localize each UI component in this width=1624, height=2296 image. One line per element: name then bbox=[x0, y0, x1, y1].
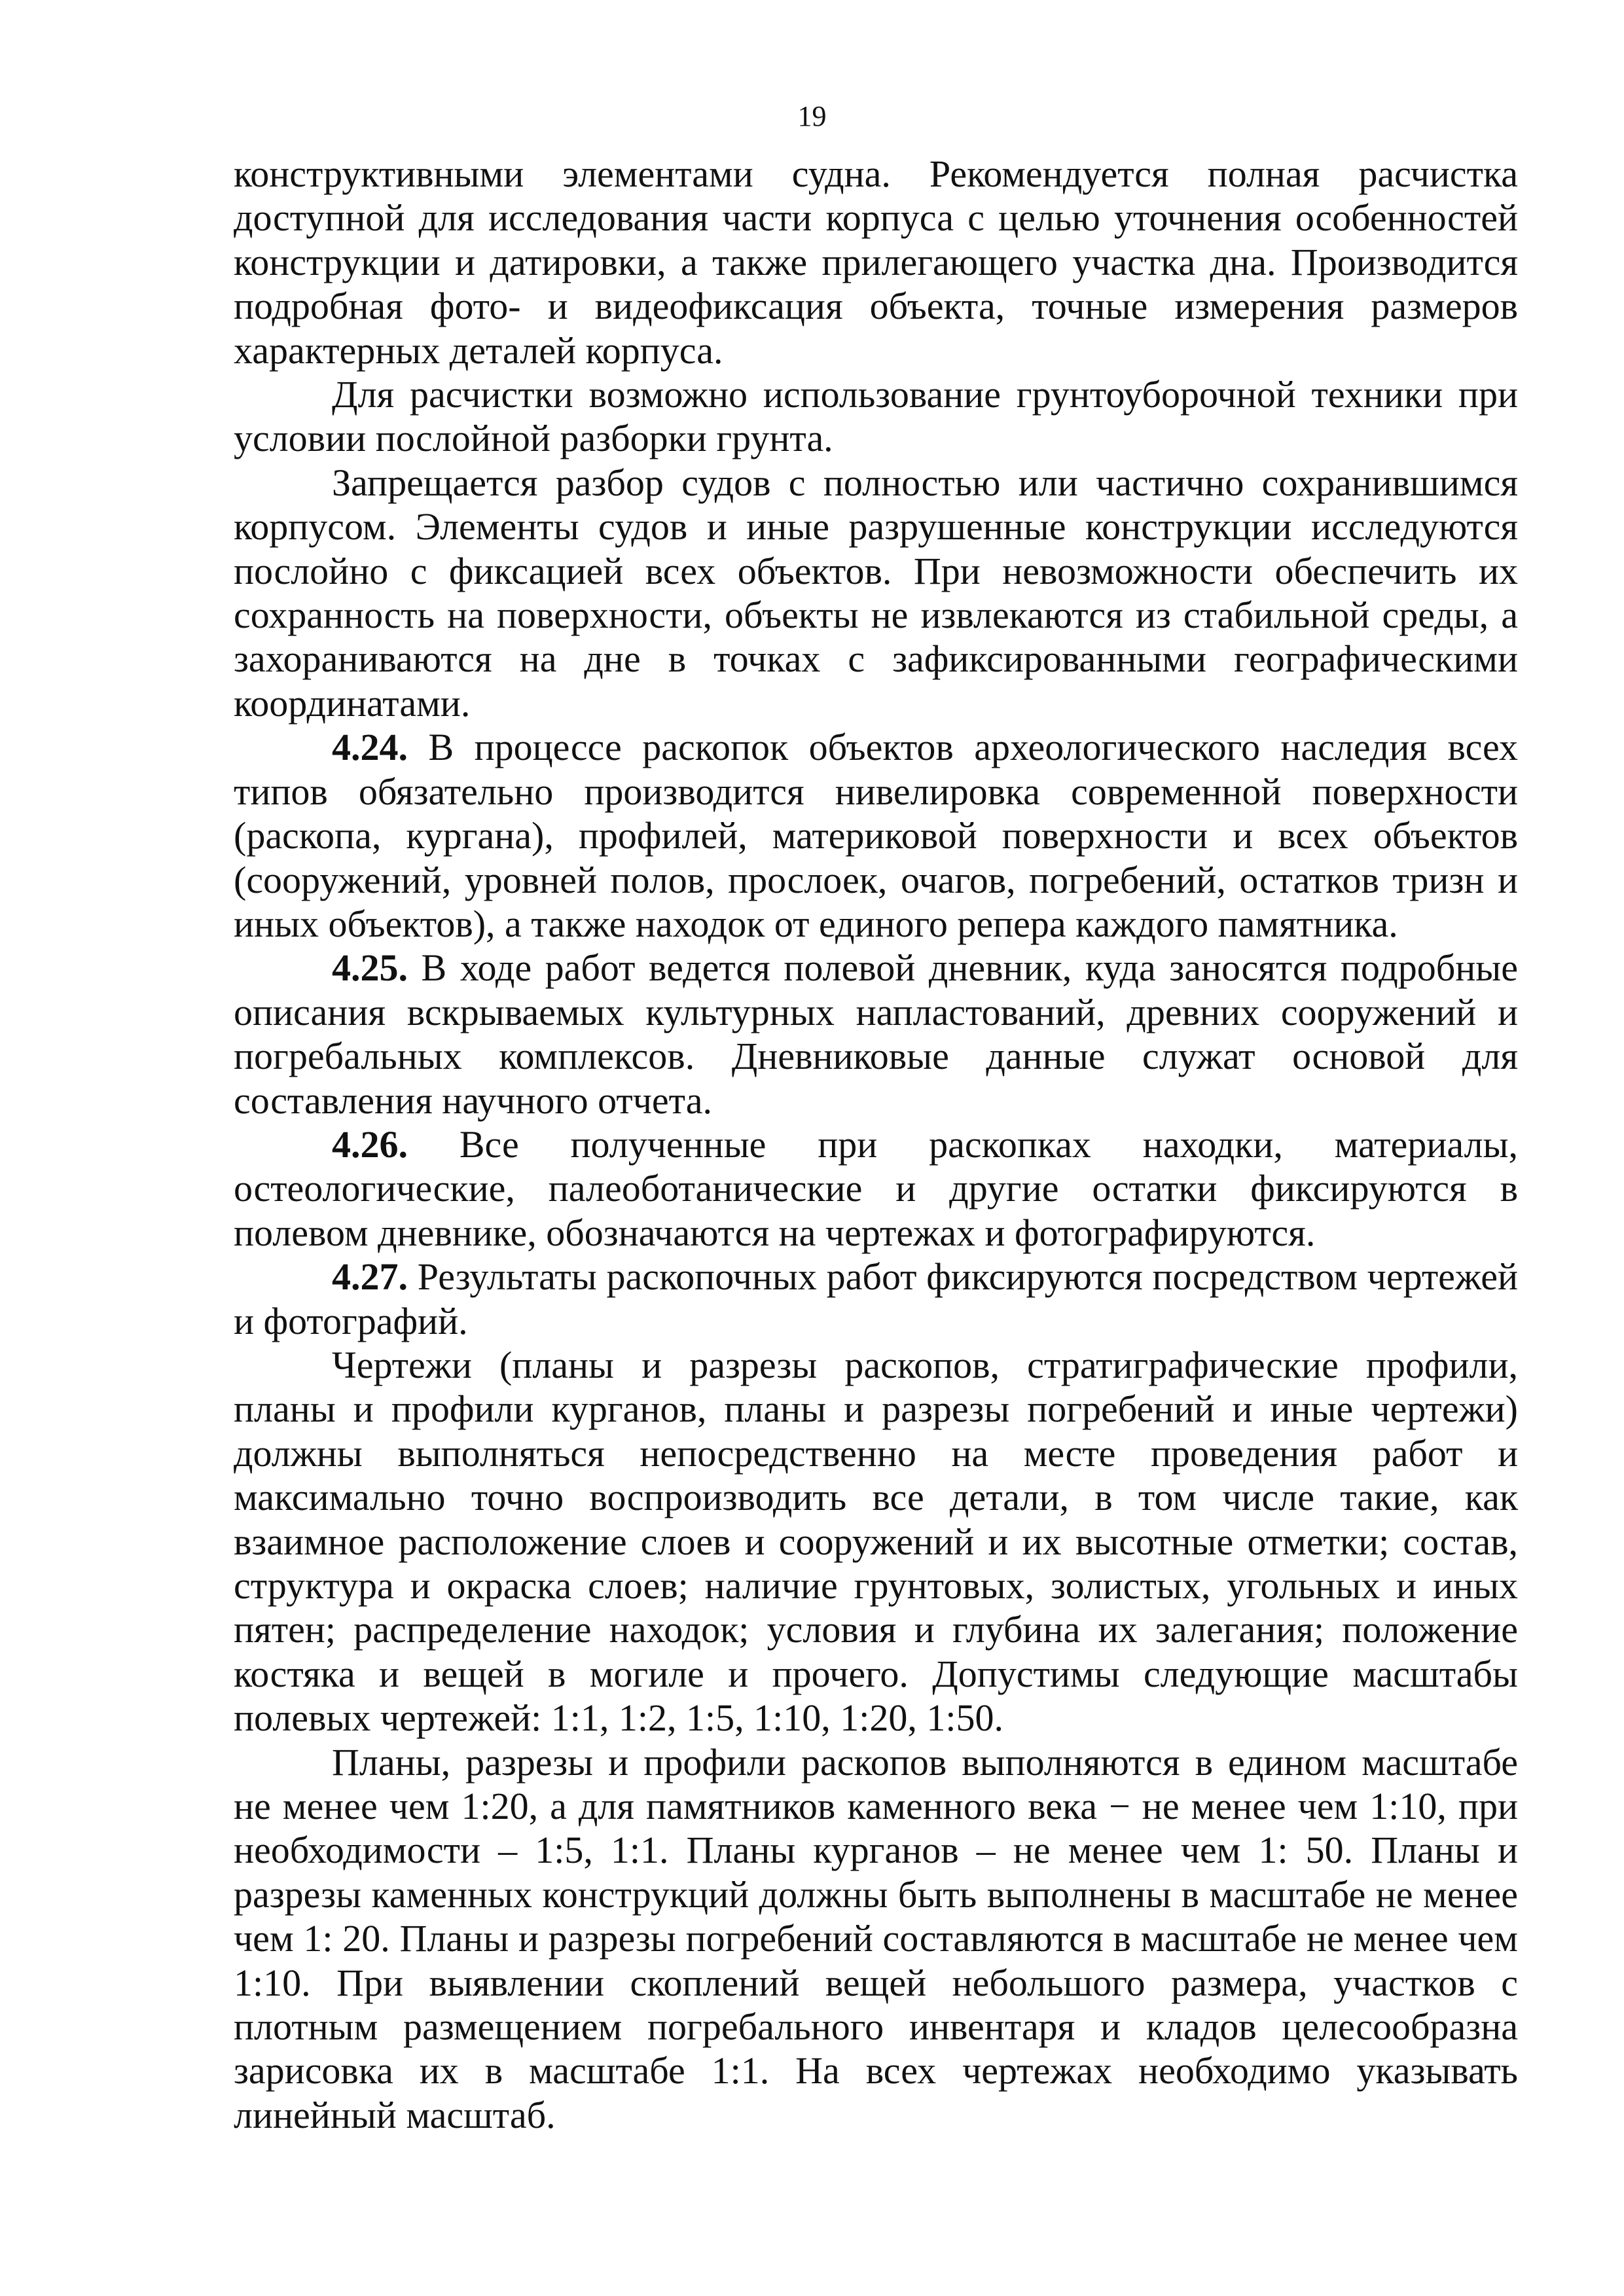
paragraph-text: конструктивными элементами судна. Рекомендуется полная расчистка доступной для исследования части корпуса с целью уточнения особенностей конструкции и датировки, а также прилегающего участка дна. Производится подробная фото- и видеофиксация объекта, точные измерения размеров характерных деталей корпуса. bbox=[234, 152, 1518, 372]
paragraph-text: Планы, разрезы и профили раскопов выполняются в едином масштабе не менее чем 1:20, а для памятников каменного века − не менее чем 1:10, при необходимости – 1:5, 1:1. Планы курганов – не менее чем 1: 50. Планы и разрезы каменных конструкций должны быть выполнены в масштабе не менее чем 1: 20. Планы и разрезы погребений составляются в масштабе не менее чем 1:10. При выявлении скоплений вещей небольшого размера, участков с плотным размещением погребального инвентаря и кладов целесообразна зарисовка их в масштабе 1:1. На всех чертежах необходимо указывать линейный масштаб. bbox=[234, 1740, 1518, 2136]
body-text bbox=[234, 152, 1518, 2137]
paragraph-drawings bbox=[234, 1343, 1518, 1740]
paragraph-soil-removal bbox=[234, 372, 1518, 461]
paragraph-text: В ходе работ ведется полевой дневник, куда заносятся подробные описания вскрываемых культурных напластований, древних сооружений и погребальных комплексов. Дневниковые данные служат основой для составления научного отчета. bbox=[234, 946, 1519, 1122]
paragraph-text: В процессе раскопок объектов археологического наследия всех типов обязательно производится нивелировка современной поверхности (раскопа, кургана), профилей, материковой поверхности и всех объектов (сооружений, уровней полов, прослоек, очагов, погребений, остатков тризн и иных объектов), а также находок от единого репера каждого памятника. bbox=[234, 726, 1519, 945]
paragraph-4-27 bbox=[234, 1255, 1518, 1343]
paragraph-4-26 bbox=[234, 1122, 1518, 1255]
paragraph-text: Результаты раскопочных работ фиксируются посредством чертежей и фотографий. bbox=[234, 1255, 1519, 1342]
paragraph-text: Чертежи (планы и разрезы раскопов, стратиграфические профили, планы и профили курганов, планы и разрезы погребений и иные чертежи) должны выполняться непосредственно на месте проведения работ и максимально точно воспроизводить все детали, в том числе такие, как взаимное расположение слоев и сооружений и их высотные отметки; состав, структура и окраска слоев; наличие грунтовых, золистых, угольных и иных пятен; распределение находок; условия и глубина их залегания; положение костяка и вещей в могиле и прочего. Допустимы следующие масштабы полевых чертежей: 1:1, 1:2, 1:5, 1:10, 1:20, 1:50. bbox=[234, 1343, 1518, 1740]
paragraph-vessel-clearing bbox=[234, 152, 1518, 372]
paragraph-text: Все полученные при раскопках находки, материалы, остеологические, палеоботанические и другие остатки фиксируются в полевом дневнике, обозначаются на чертежах и фотографируются. bbox=[234, 1122, 1519, 1254]
paragraph-text: Для расчистки возможно использование грунтоуборочной техники при условии послойной разборки грунта. bbox=[234, 373, 1518, 460]
paragraph-text: Запрещается разбор судов с полностью или частично сохранившимся корпусом. Элементы судов и иные разрушенные конструкции исследуются послойно с фиксацией всех объектов. При невозможности обеспечить их сохранность на поверхности, объекты не извлекаются из стабильной среды, а захораниваются на дне в точках с зафиксированными географическими координатами. bbox=[234, 461, 1518, 725]
paragraph-4-24 bbox=[234, 725, 1518, 946]
clause-number: 4.27. bbox=[332, 1255, 408, 1299]
page-number: 19 bbox=[797, 100, 827, 132]
paragraph-scales bbox=[234, 1740, 1518, 2138]
paragraph-4-25 bbox=[234, 946, 1518, 1122]
clause-number: 4.25. bbox=[332, 946, 408, 990]
clause-number: 4.24. bbox=[332, 726, 408, 769]
paragraph-vessel-dismantling bbox=[234, 461, 1518, 725]
clause-number: 4.26. bbox=[332, 1122, 408, 1166]
